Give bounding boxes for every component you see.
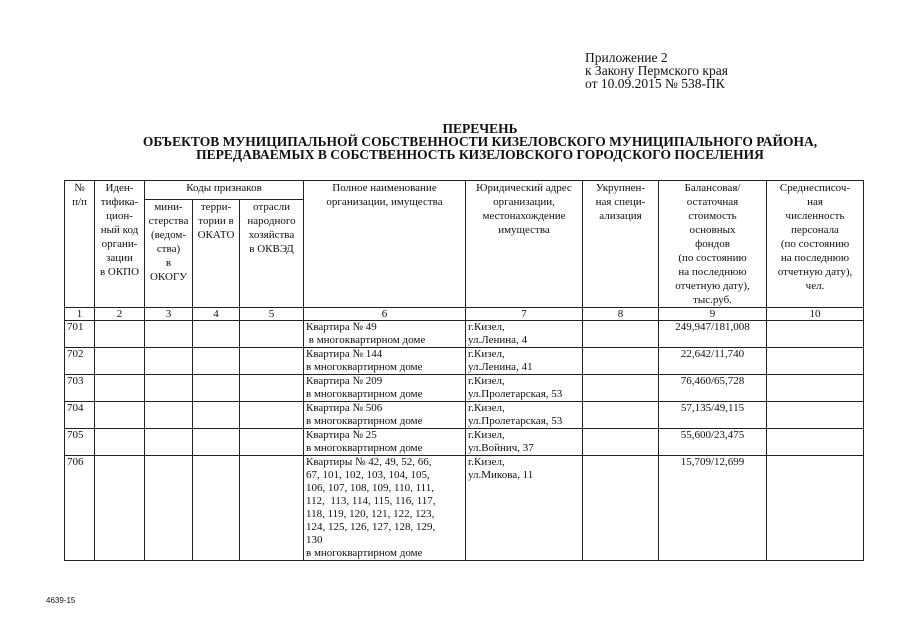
specialization-cell <box>583 402 659 429</box>
okved-cell <box>240 402 304 429</box>
book-value: 57,135/49,115 <box>659 402 767 429</box>
specialization-cell <box>583 456 659 561</box>
okato-cell <box>193 402 240 429</box>
property-address: г.Кизел, ул.Пролетарская, 53 <box>466 402 583 429</box>
okpo-cell <box>95 456 145 561</box>
header-name: Полное наименование организации, имущества <box>304 181 466 308</box>
property-name: Квартира № 506 в многоквартирном доме <box>304 402 466 429</box>
specialization-cell <box>583 375 659 402</box>
title-line-2: ОБЪЕКТОВ МУНИЦИПАЛЬНОЙ СОБСТВЕННОСТИ КИЗЕЛОВСКОГО МУНИЦИПАЛЬНОГО РАЙОНА, <box>142 134 818 149</box>
header-staff: Среднесписоч- ная численность персонала (по состоянию на последнюю отчетную дату), чел. <box>767 181 864 308</box>
column-number: 1 <box>65 308 95 321</box>
property-name: Квартира № 49 в многоквартирном доме <box>304 321 466 348</box>
okpo-cell <box>95 321 145 348</box>
property-name: Квартиры № 42, 49, 52, 66, 67, 101, 102, 103, 104, 105, 106, 107, 108, 109, 110, 111, 112, 113, 114, 115, 116, 117, 118, 119, 120, 121, 122, 123, 124, 125, 126, 127, 128, 129, 130 в многоквартирном доме <box>304 456 466 561</box>
row-number: 705 <box>65 429 95 456</box>
okato-cell <box>193 348 240 375</box>
column-number: 5 <box>240 308 304 321</box>
property-table <box>64 180 864 561</box>
specialization-cell <box>583 429 659 456</box>
okogu-cell <box>145 429 193 456</box>
column-number: 7 <box>466 308 583 321</box>
table-row <box>65 348 864 375</box>
okato-cell <box>193 429 240 456</box>
column-number: 8 <box>583 308 659 321</box>
property-address: г.Кизел, ул.Микова, 11 <box>466 456 583 561</box>
appendix-line-3: от 10.09.2015 № 538-ПК <box>585 76 725 91</box>
okato-cell <box>193 321 240 348</box>
table-row <box>65 321 864 348</box>
table-row <box>65 456 864 561</box>
column-number: 9 <box>659 308 767 321</box>
okato-cell <box>193 375 240 402</box>
row-number: 702 <box>65 348 95 375</box>
okpo-cell <box>95 348 145 375</box>
specialization-cell <box>583 348 659 375</box>
header-no: № п/п <box>65 181 95 308</box>
property-address: г.Кизел, ул.Ленина, 4 <box>466 321 583 348</box>
property-name: Квартира № 209 в многоквартирном доме <box>304 375 466 402</box>
column-number: 6 <box>304 308 466 321</box>
table-row <box>65 402 864 429</box>
property-name: Квартира № 144 в многоквартирном доме <box>304 348 466 375</box>
property-address: г.Кизел, ул.Пролетарская, 53 <box>466 375 583 402</box>
header-okogu: мини- стерства (ведом- ства) в ОКОГУ <box>145 200 193 308</box>
row-number: 703 <box>65 375 95 402</box>
appendix-note <box>585 51 728 90</box>
specialization-cell <box>583 321 659 348</box>
title-line-1: ПЕРЕЧЕНЬ <box>442 121 518 136</box>
table-row <box>65 429 864 456</box>
column-number: 4 <box>193 308 240 321</box>
property-address: г.Кизел, ул.Войнич, 37 <box>466 429 583 456</box>
okpo-cell <box>95 375 145 402</box>
header-okpo: Иден- тифика- цион- ный код органи- зации в ОКПО <box>95 181 145 308</box>
staff-cell <box>767 321 864 348</box>
okpo-cell <box>95 402 145 429</box>
book-value: 15,709/12,699 <box>659 456 767 561</box>
okato-cell <box>193 456 240 561</box>
book-value: 55,600/23,475 <box>659 429 767 456</box>
okved-cell <box>240 456 304 561</box>
okogu-cell <box>145 321 193 348</box>
property-address: г.Кизел, ул.Ленина, 41 <box>466 348 583 375</box>
book-value: 22,642/11,740 <box>659 348 767 375</box>
header-specialization: Укрупнен- ная специ- ализация <box>583 181 659 308</box>
property-name: Квартира № 25 в многоквартирном доме <box>304 429 466 456</box>
table-body <box>65 321 864 561</box>
header-codes-group: Коды признаков <box>145 181 304 200</box>
okogu-cell <box>145 402 193 429</box>
book-value: 76,460/65,728 <box>659 375 767 402</box>
table-row <box>65 375 864 402</box>
column-number: 10 <box>767 308 864 321</box>
appendix-line-2: к Закону Пермского края <box>585 63 728 78</box>
okogu-cell <box>145 456 193 561</box>
column-number-row <box>65 308 864 321</box>
header-okato: терри- тории в ОКАТО <box>193 200 240 308</box>
staff-cell <box>767 456 864 561</box>
appendix-line-1: Приложение 2 <box>585 50 668 65</box>
header-okved: отрасли народного хозяйства в ОКВЭД <box>240 200 304 308</box>
staff-cell <box>767 402 864 429</box>
column-number: 3 <box>145 308 193 321</box>
row-number: 701 <box>65 321 95 348</box>
staff-cell <box>767 348 864 375</box>
book-value: 249,947/181,008 <box>659 321 767 348</box>
row-number: 706 <box>65 456 95 561</box>
staff-cell <box>767 375 864 402</box>
okved-cell <box>240 348 304 375</box>
okpo-cell <box>95 429 145 456</box>
okved-cell <box>240 429 304 456</box>
header-address: Юридический адрес организации, местонахождение имущества <box>466 181 583 308</box>
okogu-cell <box>145 375 193 402</box>
footer-code: 4639-15 <box>46 596 76 605</box>
column-number: 2 <box>95 308 145 321</box>
title-line-3: ПЕРЕДАВАЕМЫХ В СОБСТВЕННОСТЬ КИЗЕЛОВСКОГО ГОРОДСКОГО ПОСЕЛЕНИЯ <box>196 147 764 162</box>
document-title <box>70 122 890 161</box>
header-book-value: Балансовая/ остаточная стоимость основных фондов (по состоянию на последнюю отчетную дату), тыс.руб. <box>659 181 767 308</box>
okogu-cell <box>145 348 193 375</box>
okved-cell <box>240 375 304 402</box>
staff-cell <box>767 429 864 456</box>
okved-cell <box>240 321 304 348</box>
row-number: 704 <box>65 402 95 429</box>
